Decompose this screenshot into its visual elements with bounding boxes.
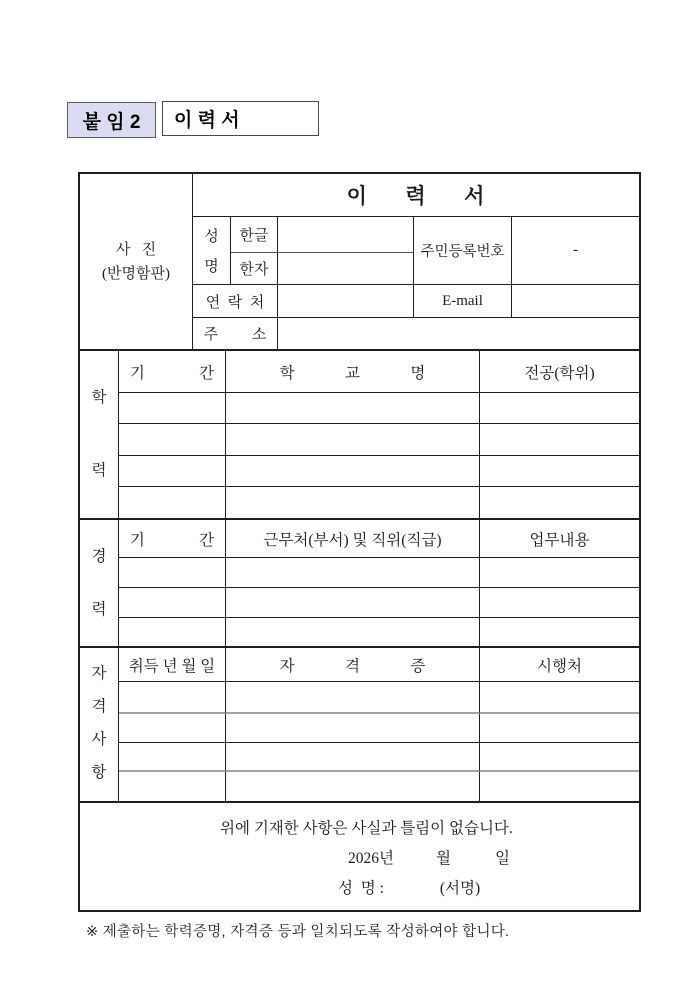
statement-month: 월 xyxy=(435,850,451,867)
career-cell xyxy=(480,588,639,618)
personal-info-section xyxy=(80,174,639,351)
photo-label: 사 진 xyxy=(115,241,157,258)
qualification-label-char-1: 자 xyxy=(91,665,107,682)
education-cell xyxy=(480,393,639,424)
contact-label: 연 락 처 xyxy=(193,285,278,318)
career-cell xyxy=(226,618,480,646)
education-cell xyxy=(226,456,480,487)
education-section xyxy=(80,351,639,520)
career-header-duty: 업무내용 xyxy=(480,520,639,558)
document-title-box xyxy=(162,101,319,136)
name-hangul-label: 한글 xyxy=(231,217,278,253)
education-header-school: 학 교 명 xyxy=(226,351,480,393)
qualification-label-char-4: 항 xyxy=(91,764,107,781)
education-cell xyxy=(226,487,480,518)
career-label-char-1: 경 xyxy=(91,547,107,565)
statement-day: 일 xyxy=(494,850,510,867)
career-cell xyxy=(119,588,226,618)
qualification-cell xyxy=(119,743,226,772)
qualification-header-issuer: 시행처 xyxy=(480,648,639,682)
statement-signature-line xyxy=(338,874,639,904)
education-header-period: 기 간 xyxy=(119,351,226,393)
career-cell xyxy=(480,618,639,646)
qualification-cell xyxy=(226,714,480,743)
declaration-section xyxy=(80,803,639,910)
qualification-cell xyxy=(119,772,226,801)
career-cell xyxy=(226,558,480,588)
name-char-2: 명 xyxy=(204,258,219,275)
statement-name-label: 성 명 : xyxy=(338,880,384,897)
education-cell xyxy=(119,424,226,456)
education-cell xyxy=(226,393,480,424)
career-cell xyxy=(480,558,639,588)
qualification-label-char-2: 격 xyxy=(91,698,107,715)
education-section-label xyxy=(80,351,119,518)
email-label: E-mail xyxy=(414,285,512,318)
education-cell xyxy=(480,487,639,518)
statement-date-line xyxy=(348,844,639,874)
name-hangul-value xyxy=(278,217,414,253)
address-value xyxy=(278,318,639,349)
qualification-cell xyxy=(119,714,226,743)
qualification-cell xyxy=(119,682,226,714)
career-header-period: 기 간 xyxy=(119,520,226,558)
qualification-header-date: 취득 년 월 일 xyxy=(119,648,226,682)
name-char-1: 성 xyxy=(204,229,219,246)
name-hanja-value xyxy=(278,253,414,285)
qualification-cell xyxy=(226,682,480,714)
resume-table xyxy=(78,172,641,912)
qualification-header-license: 자 격 증 xyxy=(226,648,480,682)
career-cell xyxy=(119,558,226,588)
career-section-label xyxy=(80,520,119,646)
qualification-label-char-3: 사 xyxy=(91,731,107,748)
education-cell xyxy=(226,424,480,456)
career-section xyxy=(80,520,639,648)
address-label: 주 소 xyxy=(193,318,278,349)
name-group-label xyxy=(193,217,231,285)
statement-line: 위에 기재한 사항은 사실과 틀림이 없습니다. xyxy=(220,820,513,837)
education-cell xyxy=(119,456,226,487)
photo-sublabel: (반명함판) xyxy=(102,265,170,282)
qualification-cell xyxy=(226,772,480,801)
education-cell xyxy=(119,487,226,518)
career-cell xyxy=(119,618,226,646)
education-label-char-1: 학 xyxy=(91,388,107,406)
qualification-section-label xyxy=(80,648,119,801)
document-title: 이 력 서 xyxy=(174,110,240,131)
qualification-cell xyxy=(480,682,639,714)
attachment-badge: 붙 임 2 xyxy=(67,102,156,138)
qualification-cell xyxy=(480,772,639,801)
rrn-label: 주민등록번호 xyxy=(414,217,512,285)
contact-value xyxy=(278,285,414,318)
education-cell xyxy=(480,424,639,456)
qualification-section xyxy=(80,648,639,803)
career-cell xyxy=(226,588,480,618)
career-label-char-2: 력 xyxy=(91,600,107,618)
name-hanja-label: 한자 xyxy=(231,253,278,285)
education-cell xyxy=(119,393,226,424)
qualification-cell xyxy=(226,743,480,772)
footnote: ※ 제출하는 학력증명, 자격증 등과 일치되도록 작성하여야 합니다. xyxy=(86,924,510,940)
qualification-cell xyxy=(480,714,639,743)
education-cell xyxy=(480,456,639,487)
resume-title: 이 력 서 xyxy=(193,174,639,217)
statement-year: 2026년 xyxy=(348,850,394,867)
rrn-value: - xyxy=(512,217,639,285)
career-header-workplace: 근무처(부서) 및 직위(직급) xyxy=(226,520,480,558)
photo-cell xyxy=(80,174,193,349)
email-value xyxy=(512,285,639,318)
qualification-cell xyxy=(480,743,639,772)
statement-sign-label: (서명) xyxy=(439,880,481,897)
education-header-major: 전공(학위) xyxy=(480,351,639,393)
education-label-char-2: 력 xyxy=(91,462,107,480)
